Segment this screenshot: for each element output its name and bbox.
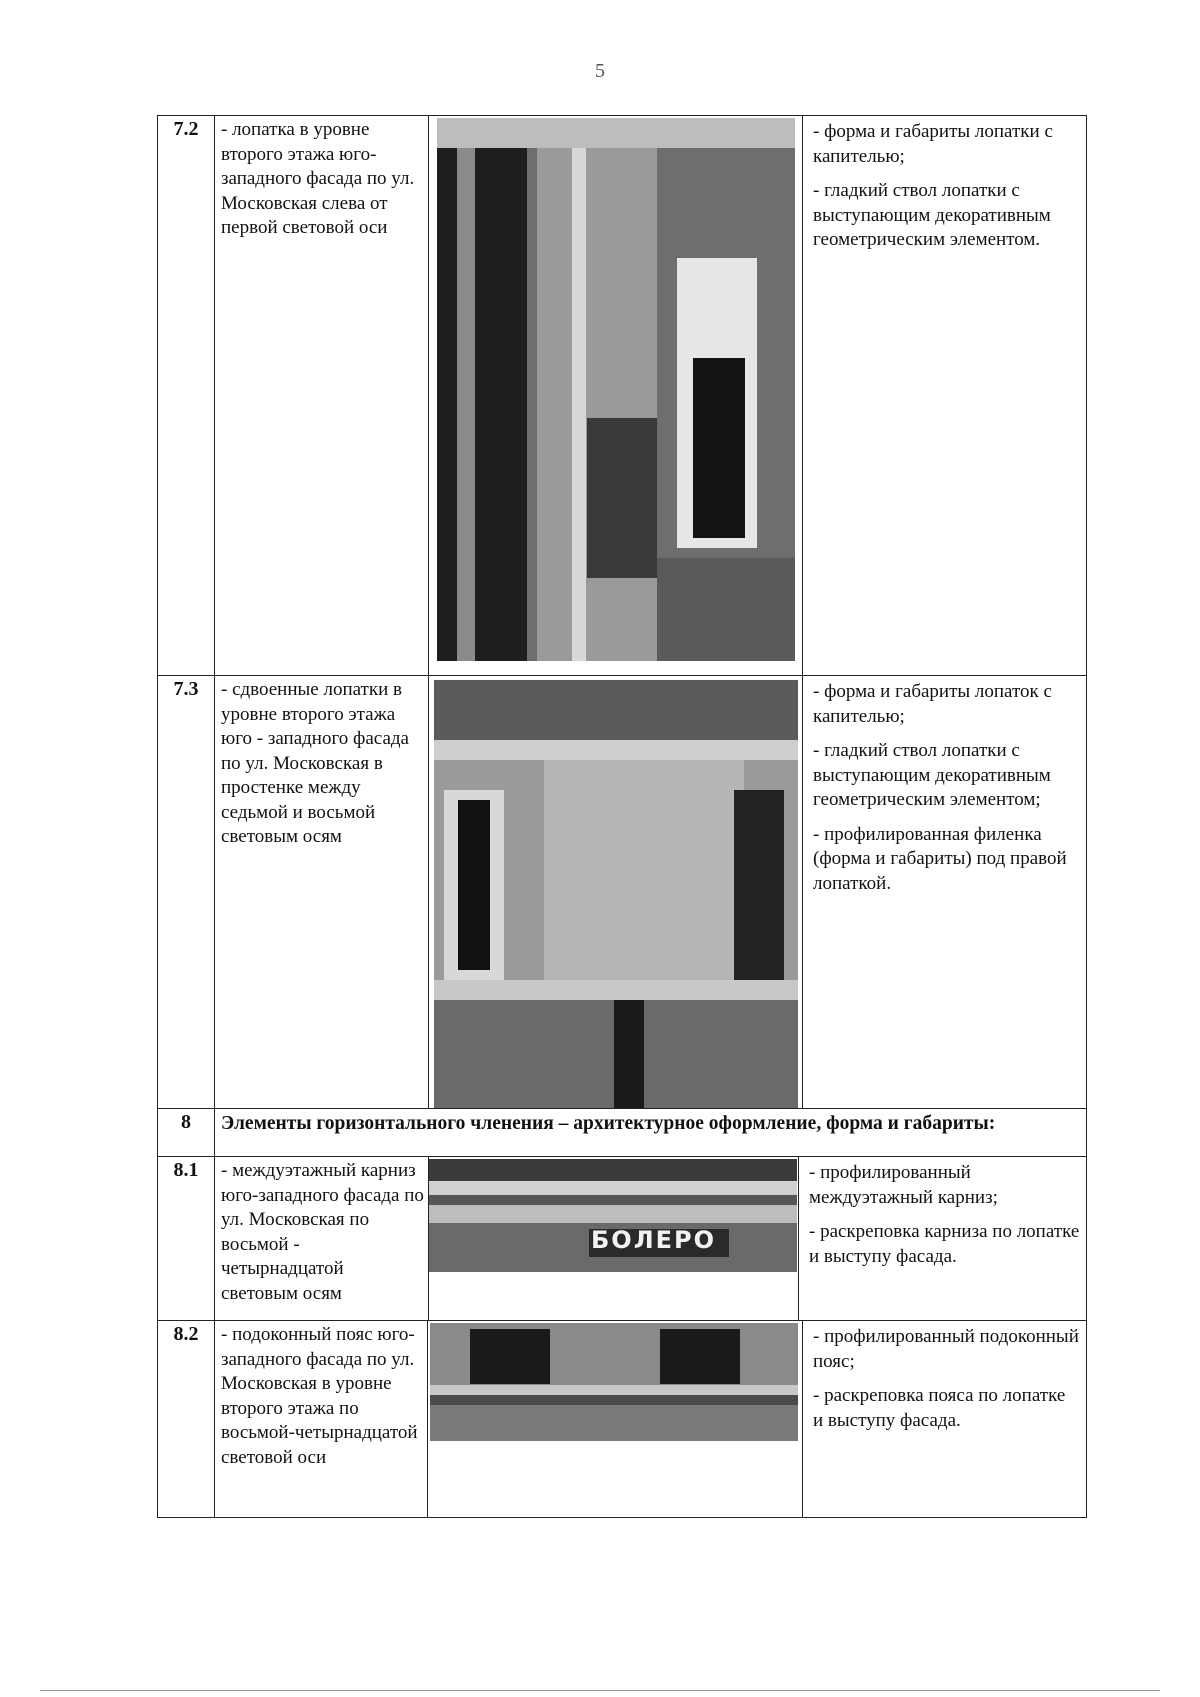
sill-belt-photo (430, 1323, 798, 1441)
photo-cell (429, 116, 803, 675)
feature-item: - форма и габариты лопатки с капителью; (813, 121, 1053, 167)
element-description: - сдвоенные лопатки в уровне второго этажа юго - западного фасада по ул. Московская в простенке между седьмой и восьмой световым осям (215, 676, 429, 1108)
page-number: 5 (595, 60, 605, 82)
feature-item: - раскреповка пояса по лопатке и выступу фасада. (813, 1385, 1066, 1431)
element-description: - подоконный пояс юго- западного фасада по ул. Московская в уровне второго этажа по восьмой-четырнадцатой световой оси (215, 1321, 428, 1517)
photo-cell (429, 1157, 799, 1320)
feature-item: - профилированная филенка (форма и габариты) под правой лопаткой. (813, 823, 1067, 894)
feature-item: - профилированный междуэтажный карниз; (809, 1162, 998, 1208)
protected-features (803, 676, 1086, 1108)
section-heading: Элементы горизонтального членения – архитектурное оформление, форма и габариты: (221, 1113, 996, 1134)
row-number: 8.2 (158, 1321, 215, 1517)
table-row-7-3 (157, 675, 1087, 1108)
row-number: 7.2 (158, 116, 215, 675)
feature-item: - раскреповка карниза по лопатке и выступу фасада. (809, 1221, 1080, 1267)
element-description: - лопатка в уровне второго этажа юго-западного фасада по ул. Московская слева от первой световой оси (215, 116, 429, 675)
row-number: 8.1 (158, 1157, 215, 1320)
table-row-8-2 (157, 1320, 1087, 1518)
table-row-7-2 (157, 115, 1087, 675)
photo-cell (428, 1321, 803, 1517)
scan-edge-line (40, 1690, 1160, 1692)
cornice-photo (429, 1159, 797, 1272)
photo-cell (429, 676, 803, 1108)
feature-item: - гладкий ствол лопатки с выступающим декоративным геометрическим элементом; (813, 740, 1051, 810)
feature-item: - профилированный подоконный пояс; (813, 1326, 1079, 1372)
protected-features (803, 116, 1086, 675)
row-number: 7.3 (158, 676, 215, 1108)
row-number: 8 (158, 1109, 215, 1156)
elements-table (157, 115, 1087, 1518)
double-pilaster-photo (434, 680, 798, 1108)
protected-features (803, 1321, 1086, 1517)
pilaster-photo (437, 118, 795, 661)
table-row-8-1 (157, 1156, 1087, 1320)
feature-item: - форма и габариты лопаток с капителью; (813, 681, 1052, 727)
table-row-8 (157, 1108, 1087, 1156)
sign-text: БОЛЕРО (591, 1226, 717, 1254)
protected-features (799, 1157, 1086, 1320)
element-description: - междуэтажный карниз юго-западного фасада по ул. Московская по восьмой - четырнадцатой световым осям (215, 1157, 429, 1320)
feature-item: - гладкий ствол лопатки с выступающим декоративным геометрическим элементом. (813, 180, 1051, 250)
